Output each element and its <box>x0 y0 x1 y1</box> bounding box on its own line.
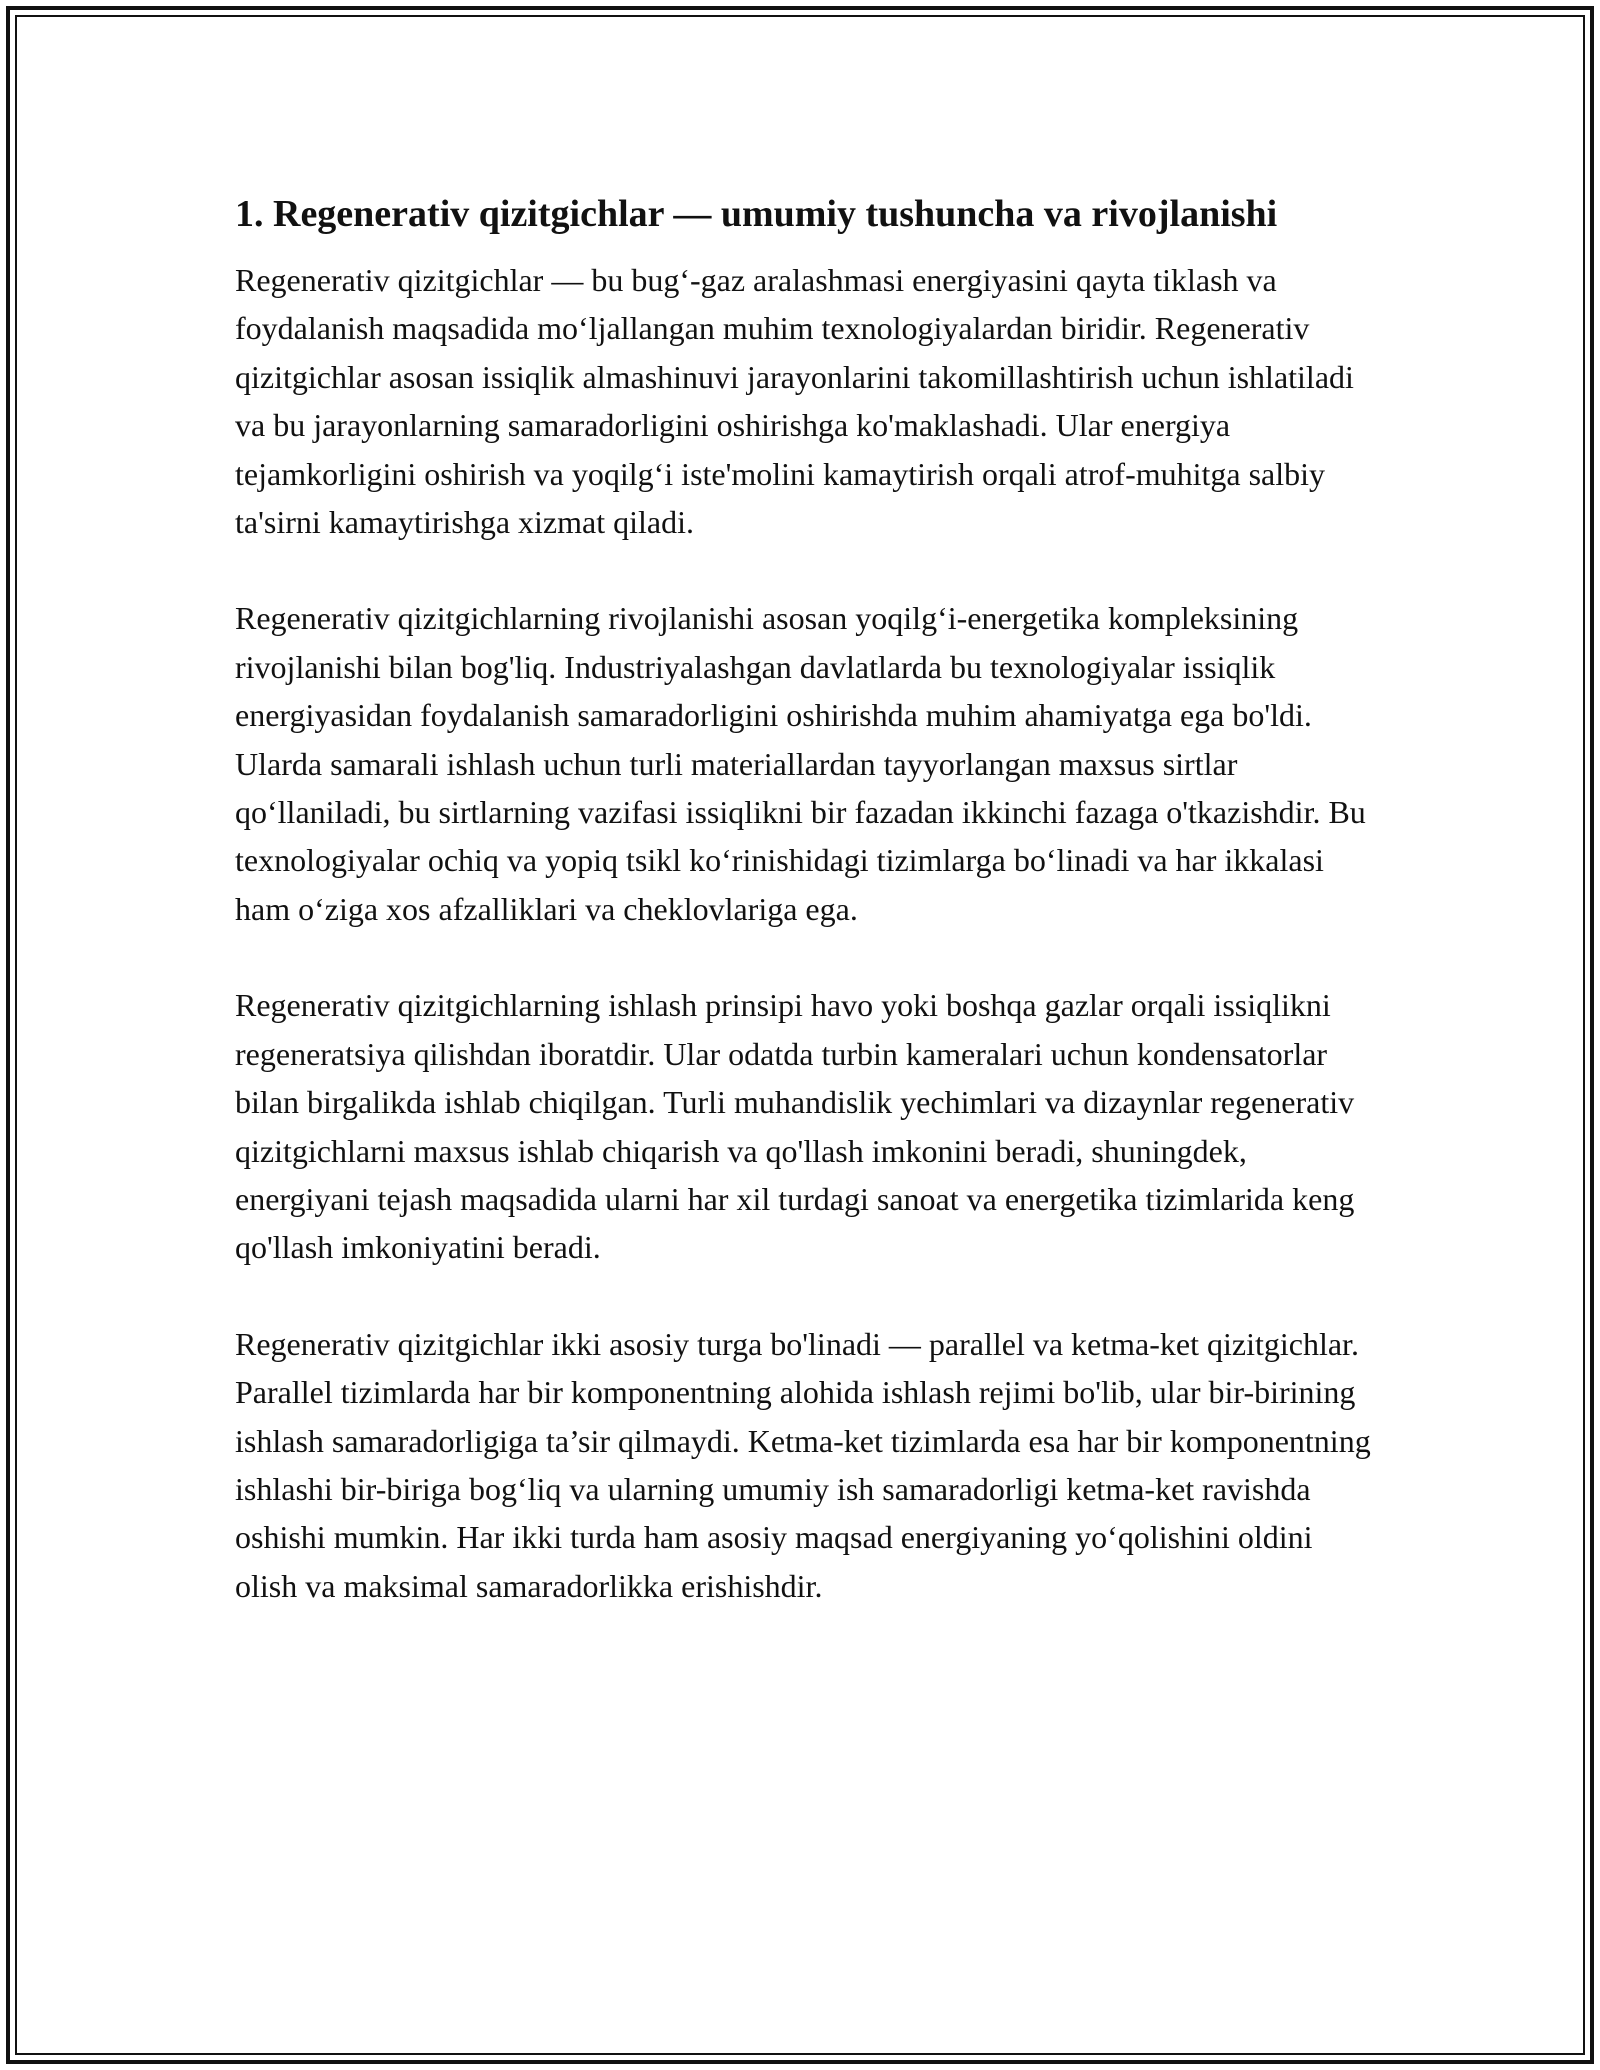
paragraph-4: Regenerativ qizitgichlar ikki asosiy turga bo'linadi — parallel va ketma-ket qizitgichlar. Parallel tizimlarda har bir komponentning alohida ishlash rejimi bo'lib, ular bir-birining ishlash samaradorligiga ta’sir qilmaydi. Ketma-ket tizimlarda esa har bir komponentning ishlashi bir-biriga bog‘liq va ularning umumiy ish samaradorligi ketma-ket ravishda oshishi mumkin. Har ikki turda ham asosiy maqsad energiyaning yo‘qolishini oldini olish va maksimal samaradorlikka erishishdir. <box>235 1325 1371 1604</box>
paragraph-2: Regenerativ qizitgichlarning rivojlanishi asosan yoqilg‘i-energetika kompleksining rivojlanishi bilan bog'liq. Industriyalashgan davlatlarda bu texnologiyalar issiqlik energiyasidan foydalanish samaradorligini oshirishda muhim ahamiyatga ega bo'ldi. Ularda samarali ishlash uchun turli materiallardan tayyorlangan maxsus sirtlar qo‘llaniladi, bu sirtlarning vazifasi issiqlikni bir fazadan ikkinchi fazaga o'tkazishdir. Bu texnologiyalar ochiq va yopiq tsikl ko‘rinishidagi tizimlarga bo‘linadi va har ikkalasi ham o‘ziga xos afzalliklari va cheklovlariga ega. <box>235 600 1366 927</box>
paragraph-3: Regenerativ qizitgichlarning ishlash prinsipi havo yoki boshqa gazlar orqali issiqlikni regeneratsiya qilishdan iboratdir. Ular odatda turbin kameralari uchun kondensatorlar bilan birgalikda ishlab chiqilgan. Turli muhandislik yechimlari va dizaynlar regenerativ qizitgichlarni maxsus ishlab chiqarish va qo'llash imkonini beradi, shuningdek, energiyani tejash maqsadida ularni har xil turdagi sanoat va energetika tizimlarida keng qo'llash imkoniyatini beradi. <box>235 987 1355 1266</box>
section-heading: 1. Regenerativ qizitgichlar — umumiy tushuncha va rivojlanishi <box>235 193 1278 235</box>
paragraph-1: Regenerativ qizitgichlar — bu bug‘-gaz aralashmasi energiyasini qayta tiklash va foydalanish maqsadida mo‘ljallangan muhim texnologiyalardan biridir. Regenerativ qizitgichlar asosan issiqlik almashinuvi jarayonlarini takomillashtirish uchun ishlatiladi va bu jarayonlarning samaradorligini oshirishga ko'maklashadi. Ular energiya tejamkorligini oshirish va yoqilg‘i iste'molini kamaytirish orqali atrof-muhitga salbiy ta'sirni kamaytirishga xizmat qiladi. <box>235 262 1354 541</box>
document-body <box>235 186 1375 1658</box>
